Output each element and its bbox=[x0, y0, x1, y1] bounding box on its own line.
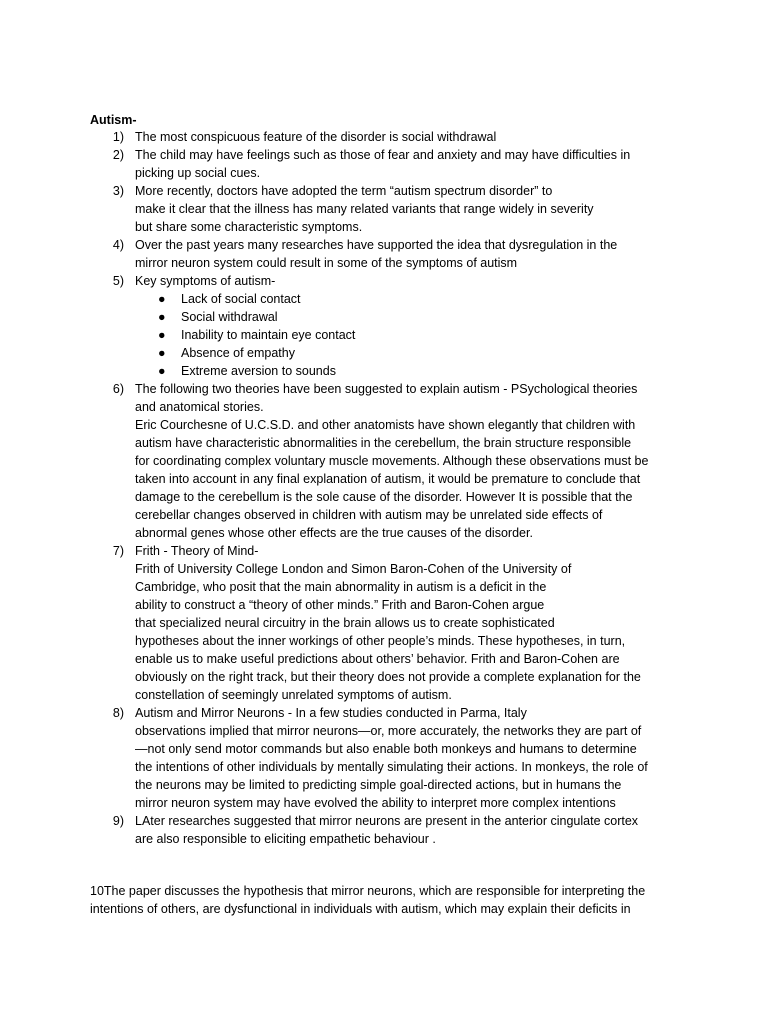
bullet-item-text: Lack of social contact bbox=[181, 292, 301, 306]
list-item-text: enable us to make useful predictions about others’ behavior. Frith and Baron-Cohen are bbox=[135, 652, 620, 666]
list-item-text: —not only send motor commands but also enable both monkeys and humans to determine bbox=[135, 742, 637, 756]
list-item-text: Eric Courchesne of U.C.S.D. and other anatomists have shown elegantly that children with bbox=[135, 418, 636, 432]
bullet-item-text: Social withdrawal bbox=[181, 310, 278, 324]
list-item-text: are also responsible to eliciting empathetic behaviour . bbox=[135, 832, 436, 846]
bullet-icon: ● bbox=[158, 328, 166, 342]
list-item-text: make it clear that the illness has many related variants that range widely in severity bbox=[135, 202, 594, 216]
list-item-text: The most conspicuous feature of the disorder is social withdrawal bbox=[135, 130, 497, 144]
list-item-text: Frith of University College London and Simon Baron-Cohen of the University of bbox=[135, 562, 572, 576]
list-item-text: Frith - Theory of Mind- bbox=[135, 544, 259, 558]
list-item-text: Key symptoms of autism- bbox=[135, 274, 276, 288]
list-item-text: Over the past years many researches have supported the idea that dysregulation in the bbox=[135, 238, 618, 252]
list-item-text: observations implied that mirror neurons—or, more accurately, the networks they are part of bbox=[135, 724, 642, 738]
bullet-icon: ● bbox=[158, 364, 166, 378]
list-item-number: 6) bbox=[112, 382, 124, 396]
list-item-text: the intentions of other individuals by mentally simulating their actions. In monkeys, the role of bbox=[135, 760, 648, 774]
list-item-text: hypotheses about the inner workings of other people’s minds. These hypotheses, in turn, bbox=[135, 634, 626, 648]
list-item-text: obviously on the right track, but their theory does not provide a complete explanation for the bbox=[135, 670, 641, 684]
list-item-text: Autism and Mirror Neurons - In a few studies conducted in Parma, Italy bbox=[135, 706, 527, 720]
list-item-text: mirror neuron system may have evolved the ability to interpret more complex intentions bbox=[135, 796, 616, 810]
list-item-text: and anatomical stories. bbox=[135, 400, 264, 414]
closing-text-line: intentions of others, are dysfunctional in individuals with autism, which may explain their deficits in bbox=[90, 902, 631, 916]
bullet-icon: ● bbox=[158, 346, 166, 360]
list-item-text: but share some characteristic symptoms. bbox=[135, 220, 363, 234]
list-item-text: ability to construct a “theory of other minds.” Frith and Baron-Cohen argue bbox=[135, 598, 545, 612]
list-item-text: LAter researches suggested that mirror neurons are present in the anterior cingulate cortex bbox=[135, 814, 639, 828]
bullet-icon: ● bbox=[158, 292, 166, 306]
list-item-text: damage to the cerebellum is the sole cause of the disorder. However It is possible that the bbox=[135, 490, 633, 504]
list-item-text: that specialized neural circuitry in the brain allows us to create sophisticated bbox=[135, 616, 555, 630]
bullet-icon: ● bbox=[158, 310, 166, 324]
list-item-number: 1) bbox=[112, 130, 124, 144]
list-item-text: The child may have feelings such as those of fear and anxiety and may have difficulties in bbox=[135, 148, 631, 162]
list-item-text: for coordinating complex voluntary muscle movements. Although these observations must be bbox=[135, 454, 649, 468]
list-item-text: taken into account in any final explanation of autism, it would be premature to conclude that bbox=[135, 472, 641, 486]
list-item-text: Cambridge, who posit that the main abnormality in autism is a deficit in the bbox=[135, 580, 547, 594]
list-item-text: autism have characteristic abnormalities in the cerebellum, the brain structure responsible bbox=[135, 436, 632, 450]
list-item-number: 2) bbox=[112, 148, 124, 162]
list-item-text: mirror neuron system could result in some of the symptoms of autism bbox=[135, 256, 518, 270]
bullet-item-text: Absence of empathy bbox=[181, 346, 295, 360]
bullet-item-text: Extreme aversion to sounds bbox=[181, 364, 336, 378]
list-item-number: 3) bbox=[112, 184, 124, 198]
list-item-number: 5) bbox=[112, 274, 124, 288]
list-item-text: constellation of seemingly unrelated symptoms of autism. bbox=[135, 688, 452, 702]
document-title: Autism- bbox=[90, 113, 137, 127]
list-item-text: the neurons may be limited to predicting simple goal-directed actions, but in humans the bbox=[135, 778, 622, 792]
list-item-text: The following two theories have been suggested to explain autism - PSychological theories bbox=[135, 382, 638, 396]
bullet-item-text: Inability to maintain eye contact bbox=[181, 328, 356, 342]
list-item-text: More recently, doctors have adopted the term “autism spectrum disorder” to bbox=[135, 184, 553, 198]
list-item-number: 8) bbox=[112, 706, 124, 720]
list-item-number: 7) bbox=[112, 544, 124, 558]
list-item-text: cerebellar changes observed in children with autism may be unrelated side effects of bbox=[135, 508, 603, 522]
closing-text-line: 10The paper discusses the hypothesis that mirror neurons, which are responsible for interpreting the bbox=[90, 884, 646, 898]
list-item-text: picking up social cues. bbox=[135, 166, 261, 180]
list-item-number: 9) bbox=[112, 814, 124, 828]
list-item-number: 4) bbox=[112, 238, 124, 252]
list-item-text: abnormal genes whose other effects are the true causes of the disorder. bbox=[135, 526, 533, 540]
